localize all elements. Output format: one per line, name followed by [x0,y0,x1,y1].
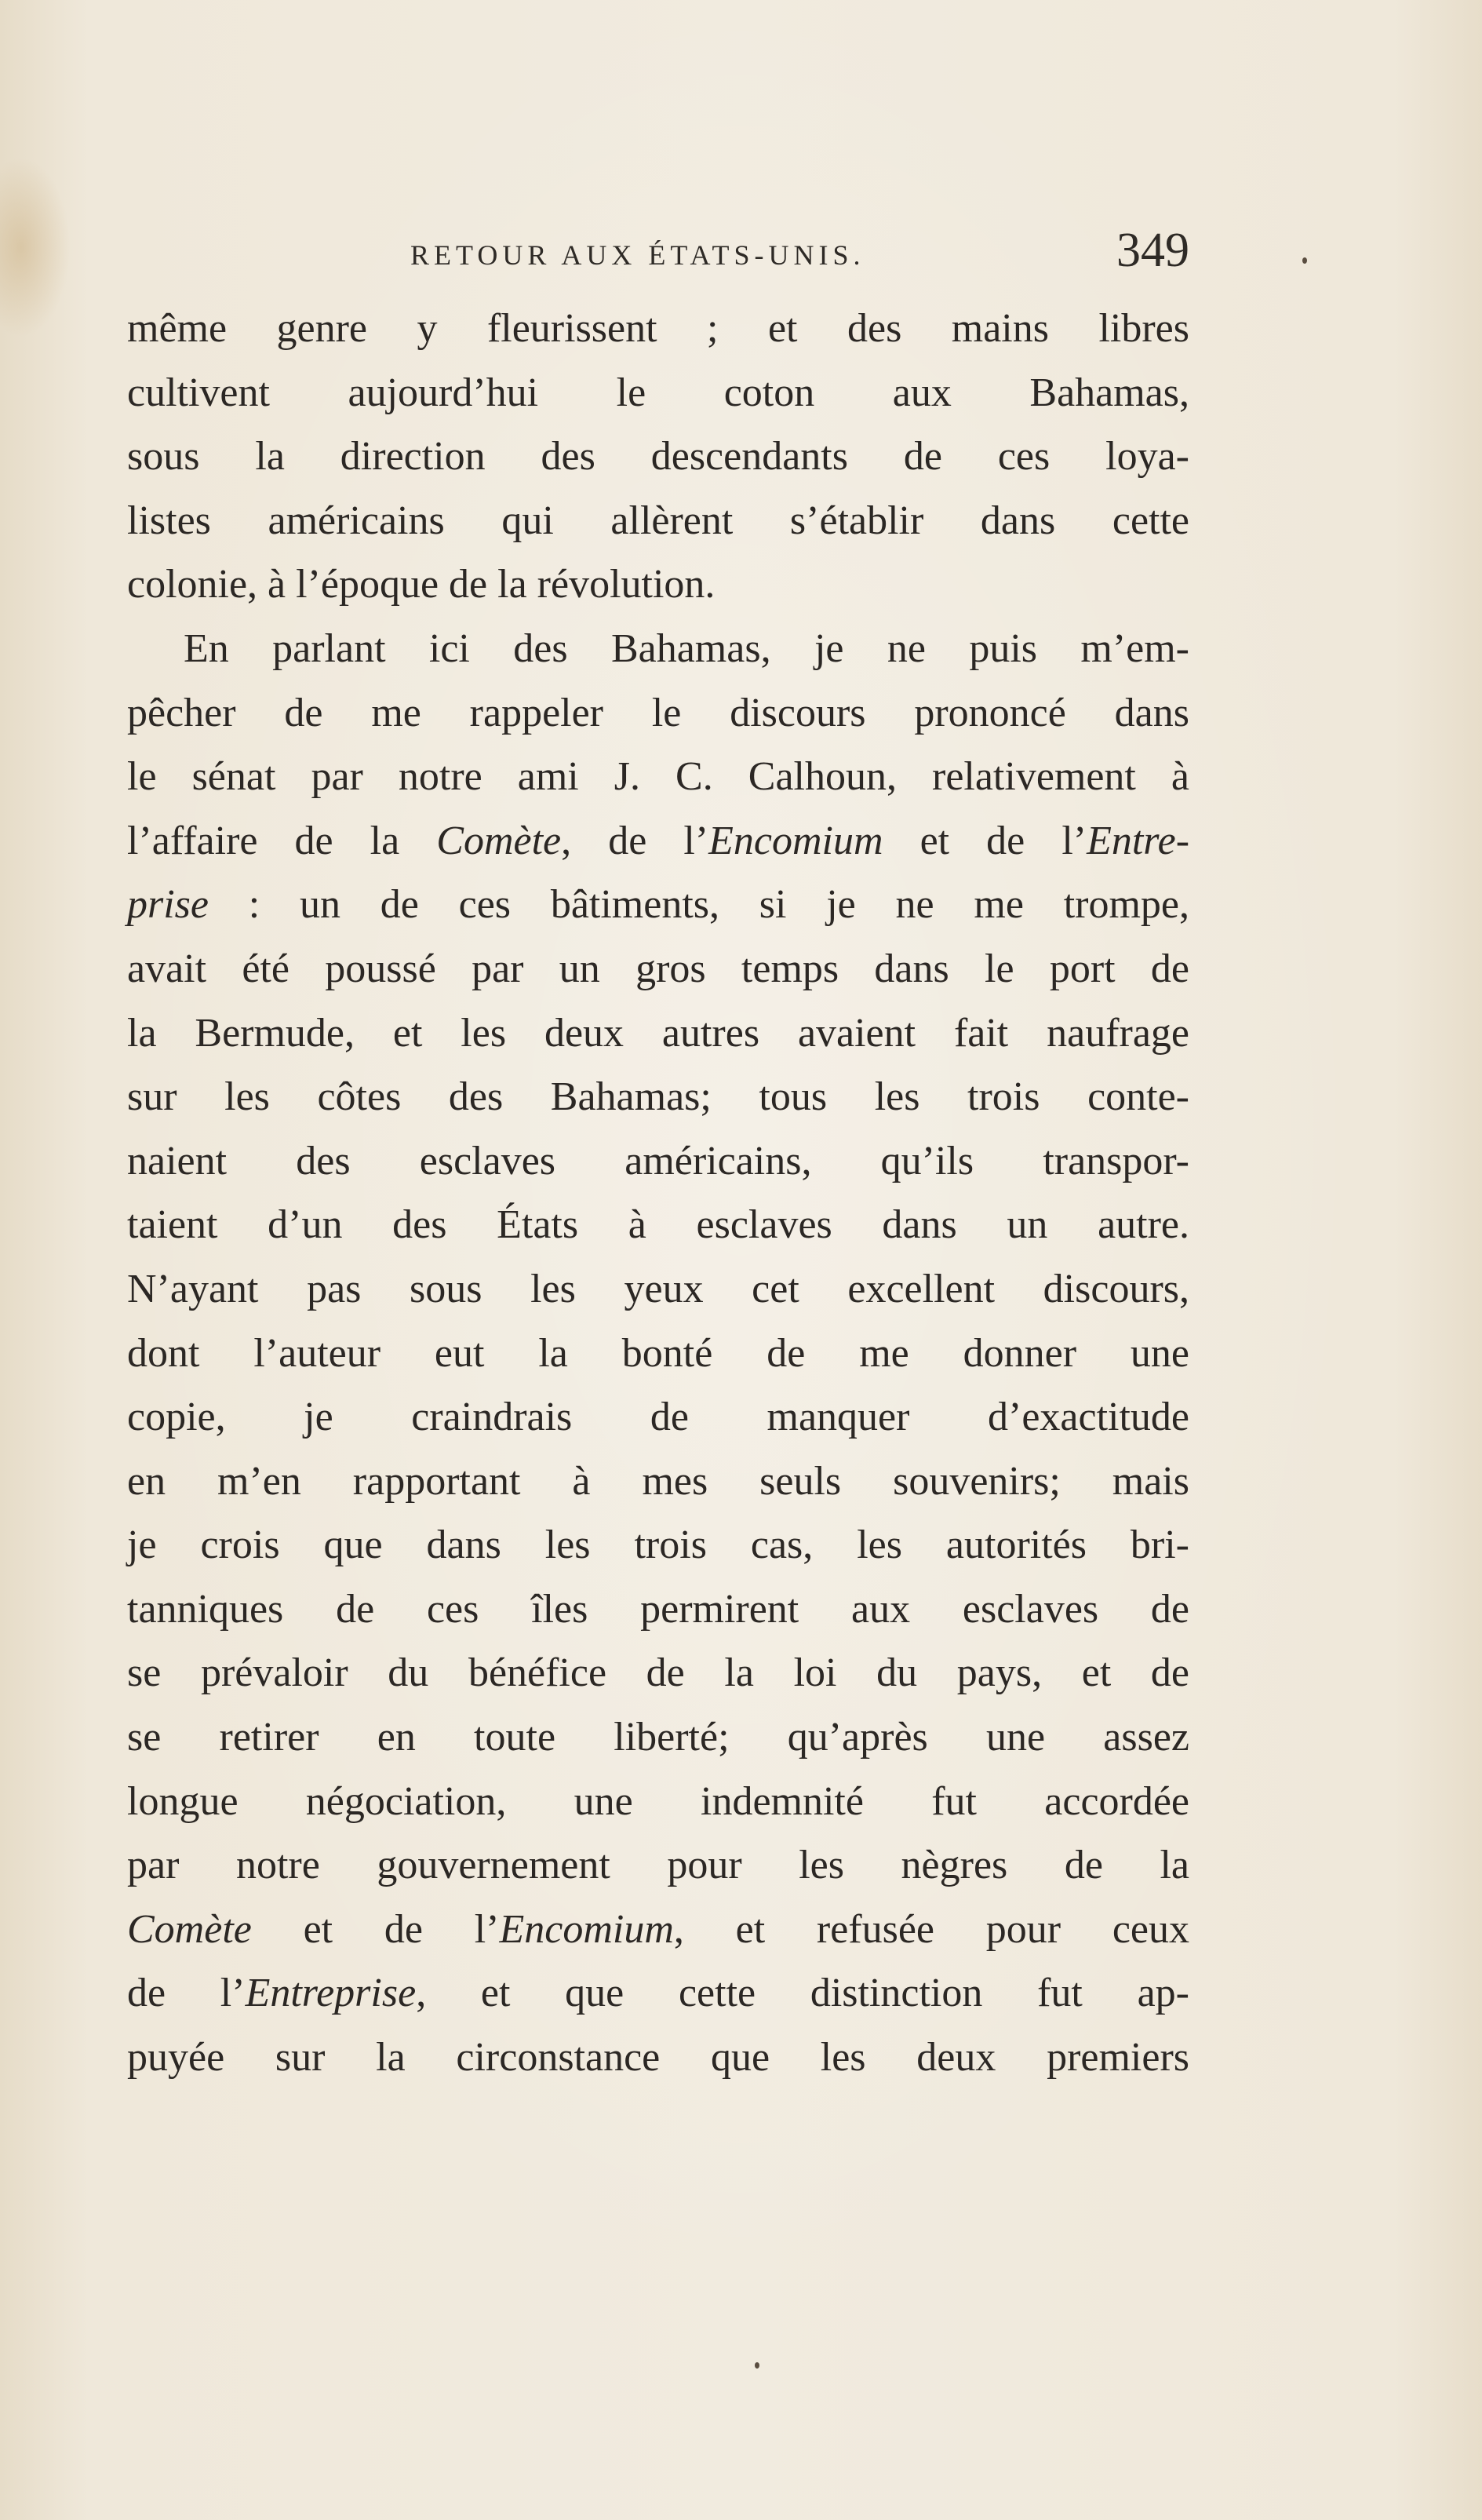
text-line: puyée sur la circonstance que les deux premiers [127,2035,1189,2081]
ship-name-italic: Entre- [1087,818,1190,863]
text-line: taient d’un des États à esclaves dans un autre. [127,1202,1189,1248]
text-line: se retirer en toute liberté; qu’après une assez [127,1715,1189,1760]
text-line: dont l’auteur eut la bonté de me donner une [127,1330,1189,1376]
text-line: listes américains qui allèrent s’établir dans cette [127,498,1189,543]
text-line: cultivent aujourd’hui le coton aux Bahamas, [127,370,1189,415]
text-line: tanniques de ces îles permirent aux esclaves de [127,1586,1189,1632]
ship-name-italic: Encomium [499,1906,674,1952]
text-line: la Bermude, et les deux autres avaient fait naufrage [127,1010,1189,1056]
ship-name-italic: Comète [436,818,562,863]
ink-speck [1302,257,1307,264]
text-line: même genre y fleurissent ; et des mains libres [127,306,1189,351]
text-line: en m’en rapportant à mes seuls souvenirs; mais [127,1458,1189,1504]
text-line: Comète et de l’Encomium, et refusée pour ceux [127,1906,1189,1952]
text-line: pêcher de me rappeler le discours prononcé dans [127,690,1189,735]
text-line: naient des esclaves américains, qu’ils transpor- [127,1138,1189,1183]
text-line: N’ayant pas sous les yeux cet excellent discours, [127,1266,1189,1311]
text-line: sous la direction des descendants de ces loya- [127,434,1189,480]
page-number: 349 [1116,224,1189,277]
ship-name-italic: prise [127,882,209,928]
text-line: prise : un de ces bâtiments, si je ne me trompe, [127,882,1189,928]
body-text [127,297,1189,2090]
text-line: avait été poussé par un gros temps dans le port de [127,946,1189,991]
ship-name-italic: Encomium [708,818,883,863]
text-line: longue négociation, une indemnité fut accordée [127,1778,1189,1824]
paper-stain [0,157,71,337]
text-line: je crois que dans les trois cas, les autorités bri- [127,1523,1189,1568]
text-line: l’affaire de la Comète, de l’Encomium et de l’Entre- [127,818,1190,863]
running-title: RETOUR AUX ÉTATS-UNIS. [410,239,865,271]
text-line: se prévaloir du bénéfice de la loi du pays, et de [127,1650,1189,1696]
ship-name-italic: Entreprise [245,1971,417,2016]
text-line: colonie, à l’époque de la révolution. [127,562,716,607]
text-line: de l’Entreprise, et que cette distinction fut ap- [127,1971,1189,2016]
text-line: copie, je craindrais de manquer d’exactitude [127,1395,1189,1440]
text-line: sur les côtes des Bahamas; tous les trois conte- [127,1074,1189,1120]
text-line: par notre gouvernement pour les nègres de la [127,1843,1189,1888]
ink-speck [755,2362,759,2369]
text-line-paragraph-start: En parlant ici des Bahamas, je ne puis m’em- [184,625,1189,671]
page-header [132,224,1189,284]
ship-name-italic: Comète [127,1906,252,1952]
text-line: le sénat par notre ami J. C. Calhoun, relativement à [127,754,1189,800]
